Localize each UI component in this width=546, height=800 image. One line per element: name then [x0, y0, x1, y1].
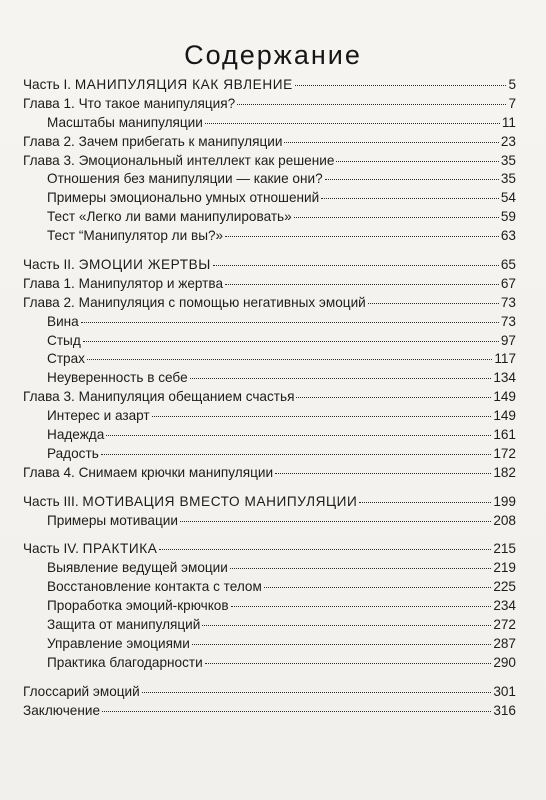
page-title: Содержание: [184, 40, 362, 71]
toc-section: [23, 114, 516, 133]
toc-page-number: 35: [500, 171, 516, 187]
toc-entry-label: Глава 3. Эмоциональный интеллект как решение: [23, 152, 335, 168]
dot-leader: [336, 161, 498, 162]
toc-page-number: 23: [500, 133, 516, 149]
toc-entry-label: [23, 540, 157, 559]
dot-leader: [192, 644, 491, 645]
dot-leader: [83, 341, 499, 342]
toc-page-number: 63: [500, 228, 516, 244]
dot-leader: [359, 502, 491, 503]
dot-leader: [231, 606, 492, 607]
toc-part-title: ПРАКТИКА: [82, 541, 158, 557]
toc-entry-label: Восстановление контакта с телом: [47, 579, 262, 595]
toc-chapter: [23, 388, 516, 407]
toc-page-number: 59: [500, 209, 516, 225]
toc-part-prefix: Часть IV.: [23, 541, 83, 557]
toc-entry-label: [23, 76, 293, 95]
toc-entry-label: Защита от манипуляций: [47, 617, 201, 633]
toc-entry-label: Заключение: [23, 702, 101, 718]
dot-leader: [159, 549, 491, 550]
toc-section: [23, 313, 516, 332]
toc-entry-label: Глава 2. Зачем прибегать к манипуляции: [23, 133, 283, 149]
toc-section: [23, 635, 516, 654]
dot-leader: [87, 359, 492, 360]
toc-section: [23, 227, 516, 246]
toc-chapter: [23, 464, 516, 483]
toc-page-number: 11: [501, 114, 516, 130]
toc-page-number: 272: [493, 617, 516, 633]
dot-leader: [152, 416, 492, 417]
toc-page-number: 199: [493, 493, 516, 509]
toc-entry-label: Тест “Манипулятор ли вы?»: [47, 228, 224, 244]
toc-page-number: 117: [494, 351, 516, 367]
dot-leader: [106, 435, 491, 436]
toc-section: [23, 597, 516, 616]
toc-chapter: [23, 152, 516, 171]
dot-leader: [81, 322, 499, 323]
toc-section: [23, 654, 516, 673]
toc-page-number: 97: [500, 332, 516, 348]
dot-leader: [225, 284, 499, 285]
toc-entry-label: Отношения без манипуляции — какие они?: [47, 171, 323, 187]
dot-leader: [325, 179, 499, 180]
toc-section: [23, 445, 516, 464]
toc-page-number: 316: [493, 702, 516, 718]
toc-entry-label: Интерес и азарт: [47, 408, 150, 424]
toc-section: [23, 512, 516, 531]
toc-section: [23, 407, 516, 426]
toc-entry-label: Масштабы манипуляции: [47, 114, 203, 130]
dot-leader: [237, 104, 506, 105]
dot-leader: [264, 587, 491, 588]
toc-entry-label: Радость: [47, 445, 99, 461]
toc-page-number: 67: [500, 275, 516, 291]
toc-entry-label: Примеры эмоционально умных отношений: [47, 190, 320, 206]
toc-page-number: 134: [493, 370, 516, 386]
toc-page-number: 73: [500, 313, 516, 329]
toc-entry-label: Неуверенность в себе: [47, 370, 188, 386]
dot-leader: [213, 265, 499, 266]
toc-section: [23, 189, 516, 208]
dot-leader: [275, 473, 491, 474]
toc-section: [23, 426, 516, 445]
toc-page-number: 5: [508, 77, 516, 92]
toc-entry-label: [23, 493, 357, 512]
toc-entry-label: Глоссарий эмоций: [23, 683, 140, 699]
toc-page-number: 301: [493, 683, 516, 699]
dot-leader: [142, 692, 492, 693]
toc-section: [23, 350, 516, 369]
dot-leader: [368, 303, 499, 304]
toc-section: [23, 369, 516, 388]
toc-entry-label: Практика благодарности: [47, 654, 203, 670]
toc-section: [23, 332, 516, 351]
dot-leader: [284, 142, 498, 143]
toc-part-title: МАНИПУЛЯЦИЯ КАК ЯВЛЕНИЕ: [74, 77, 293, 92]
toc-chapter: [23, 294, 516, 313]
toc-chapter: [23, 95, 516, 114]
dot-leader: [101, 454, 492, 455]
toc-entry-label: [23, 256, 211, 275]
toc-entry-label: Глава 4. Снимаем крючки манипуляции: [23, 464, 274, 480]
dot-leader: [102, 711, 491, 712]
toc-page-number: 54: [500, 190, 516, 206]
dot-leader: [190, 378, 492, 379]
dot-leader: [225, 236, 499, 237]
toc-part-prefix: Часть II.: [23, 257, 79, 273]
toc-part-title: ЭМОЦИИ ЖЕРТВЫ: [78, 257, 211, 273]
toc-entry-label: Надежда: [47, 427, 105, 443]
toc-part: [23, 76, 516, 95]
toc-entry-label: Вина: [47, 313, 79, 329]
toc-page-number: 290: [493, 654, 516, 670]
toc-part-prefix: Часть III.: [23, 493, 83, 509]
toc-page-number: 35: [500, 152, 516, 168]
toc-page-number: 225: [493, 579, 516, 595]
toc-page-number: 172: [493, 445, 516, 461]
toc-section: [23, 208, 516, 227]
toc-part: [23, 493, 516, 512]
toc-entry-label: Проработка эмоций-крючков: [47, 598, 229, 614]
toc-page-number: 161: [493, 427, 516, 443]
toc-page-number: 73: [500, 294, 516, 310]
toc-entry-label: Стыд: [47, 332, 81, 348]
toc-backmatter: [23, 702, 516, 721]
toc-part-prefix: Часть I.: [23, 77, 75, 92]
toc-section: [23, 578, 516, 597]
toc-part-title: МОТИВАЦИЯ ВМЕСТО МАНИПУЛЯЦИИ: [82, 493, 358, 509]
toc-page-number: 65: [500, 257, 516, 273]
toc-entry-label: Глава 1. Что такое манипуляция?: [23, 95, 236, 111]
toc-entry-label: Страх: [47, 351, 85, 367]
toc-page-number: 287: [493, 635, 516, 651]
toc-page-number: 208: [493, 512, 516, 528]
toc-page-number: 215: [493, 541, 516, 557]
dot-leader: [296, 397, 491, 398]
toc-page-number: 149: [493, 389, 516, 405]
toc-page-number: 182: [493, 464, 516, 480]
dot-leader: [294, 217, 499, 218]
dot-leader: [230, 568, 491, 569]
toc-section: [23, 170, 516, 189]
toc-entry-label: Глава 3. Манипуляция обещанием счастья: [23, 389, 295, 405]
toc-page-number: 7: [508, 95, 516, 111]
toc-entry-label: Глава 2. Манипуляция с помощью негативных эмоций: [23, 294, 366, 310]
toc-entry-label: Глава 1. Манипулятор и жертва: [23, 275, 224, 291]
toc-page-number: 219: [493, 560, 516, 576]
toc-part: [23, 256, 516, 275]
toc-chapter: [23, 133, 516, 152]
dot-leader: [295, 85, 507, 86]
toc-part: [23, 540, 516, 559]
toc-backmatter: [23, 683, 516, 702]
dot-leader: [205, 123, 500, 124]
dot-leader: [205, 663, 492, 664]
toc-entry-label: Примеры мотивации: [47, 512, 178, 528]
dot-leader: [180, 521, 491, 522]
toc-page-number: 149: [493, 408, 516, 424]
dot-leader: [202, 625, 491, 626]
dot-leader: [321, 198, 499, 199]
toc-section: [23, 616, 516, 635]
table-of-contents: [23, 76, 516, 721]
toc-section: [23, 559, 516, 578]
toc-page-number: 234: [493, 598, 516, 614]
toc-entry-label: Выявление ведущей эмоции: [47, 560, 228, 576]
toc-entry-label: Управление эмоциями: [47, 635, 190, 651]
toc-chapter: [23, 275, 516, 294]
toc-entry-label: Тест «Легко ли вами манипулировать»: [47, 209, 292, 225]
